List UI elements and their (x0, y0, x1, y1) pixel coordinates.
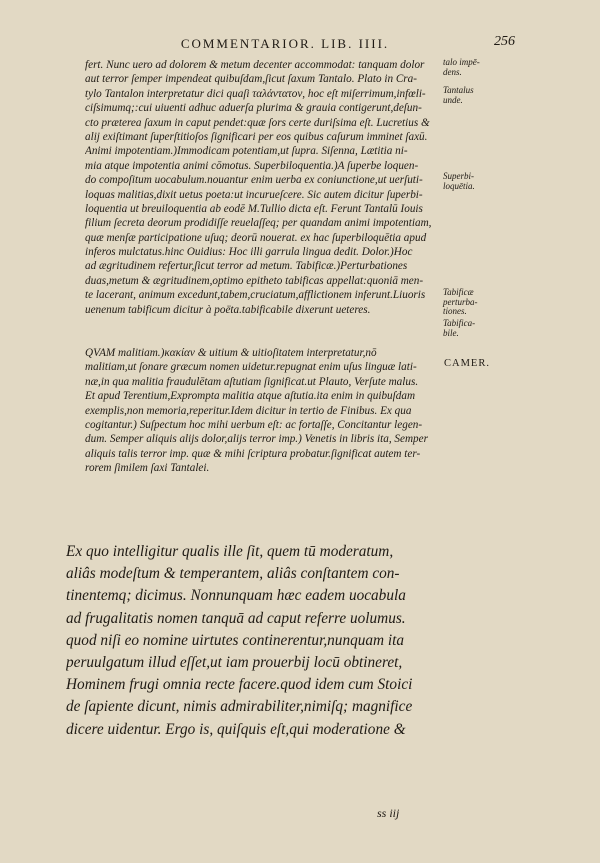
commentary-line: aut terror ſemper impendeat quibuſdam,ſicut ſaxum Tantalo. Plato in Cra- (85, 73, 417, 86)
commentary-block (85, 58, 440, 317)
commentary-section-2 (85, 346, 440, 476)
main-text-line: de ſapiente dicunt, nimis admirabiliter,nimiſq; magnifice (66, 698, 413, 716)
main-text-line: ad frugalitatis nomen tanquā ad caput referre uolumus. (66, 609, 406, 627)
commentary-line: quæ menſæ participatione uſuq; deorū nouerat. ex hac ſuperbiloquētia apud (85, 231, 427, 244)
commentary-line: næ,in qua malitia fraudulētam aſtutiam ſignificat.ut Plauto, Verſute malus. (85, 375, 419, 388)
marginal-note: talo impē- dens. (443, 57, 480, 77)
marginal-camer: CAMER. (444, 358, 490, 369)
main-text-line: dicere uidentur. Ergo is, quiſquis eſt,qui moderatione & (66, 720, 406, 738)
commentary-line: aliquis talis terror imp. quæ & mihi ſcriptura probatur.ſignificat autem ter- (85, 447, 421, 460)
running-title: COMMENTARIOR. LIB. IIII. (180, 36, 390, 51)
commentary-line: inferos mulctatus.hinc Ouidius: Hoc illi garrula lingua dedit. Dolor.)Hoc (85, 246, 413, 259)
commentary-line: ciſsimumq;:cui uiuenti adhuc aduerſa plurima & grauia contigerunt,deſun- (85, 102, 422, 115)
marginal-note: Tantalus unde. (443, 85, 474, 105)
commentary-line: te lacerant, animum excedunt,tabem,cruciatum,afflictionem inferunt.Liuoris (85, 289, 426, 302)
page-number: 256 (494, 34, 515, 49)
commentary-line: uenenum tabificum dicitur à poëta.tabificabile dixerunt ueteres. (85, 303, 371, 316)
commentary-line: exemplis,non memoria,reperitur.Idem dicitur in tertio de Finibus. Ex qua (85, 404, 412, 417)
marginal-note: Tabifica- bile. (443, 318, 476, 338)
marginal-note: Superbi- loquētia. (443, 171, 475, 191)
commentary-line: loquas malitias,dixit uetus poeta:ut incurueſcere. Sic autem dicitur ſuperbi- (85, 188, 423, 201)
commentary-line: QVAM malitiam.)κακίαν & uitium & uitioſitatem interpretatur,nō (85, 347, 377, 359)
commentary-line: fert. Nunc uero ad dolorem & metum decenter accommodat: tanquam dolor (85, 59, 425, 71)
main-text-line: Ex quo intelligitur qualis ille ſit, quem tū moderatum, (66, 543, 394, 560)
commentary-line: Et apud Terentium,Exprompta malitia atque aſtutia.ita enim in quibuſdam (85, 390, 416, 403)
commentary-line: duas,metum & ægritudinem,optimo epitheto tabificas appellat:quoniā men- (85, 274, 424, 287)
main-text-line: tinentemq; dicimus. Nonnunquam hæc eadem uocabula (66, 587, 406, 605)
commentary-line: malitiam,ut ſonare græcum nomen uidetur.repugnat enim uſus linguæ lati- (85, 361, 417, 374)
main-text-line: peruulgatum illud eſſet,ut iam prouerbij locū obtineret, (66, 653, 403, 671)
main-text-line: quod niſi eo nomine uirtutes continerentur,nunquam ita (66, 631, 405, 649)
commentary-line: ad ægritudinem refertur,ſicut terror ad metum. Tabificæ.)Perturbationes (85, 260, 408, 273)
commentary-line: dum. Semper aliquis alijs dolor,alijs terror imp.) Venetis in libris ita, Semper (85, 433, 428, 446)
commentary-line: alij exiſtimant ſuperſtitioſos ſignificari per eos quibus caſurum imminet ſaxū. (85, 130, 428, 143)
commentary-line: mia atque impotentia animi cōmotus. Superbiloquentia.)A ſuperbe loquen- (85, 159, 419, 172)
main-text (66, 541, 476, 741)
commentary-line: rorem ſimilem ſaxi Tantalei. (85, 462, 210, 475)
commentary-line: cto præterea ſaxum in caput pendet:quæ ſors certe duriſsima eſt. Lucretius & (85, 116, 430, 129)
commentary-line: filium ſecreta deorum prodidiſſe reuelaſſeq; per quandam animi impotentiam, (85, 217, 432, 230)
commentary-line: loquentia ut breuiloquentia ab eodē M.Tullio dicta eſt. Ferunt Tantalū Iouis (85, 202, 423, 215)
commentary-line: cogitantur.) Suſpectum hoc mihi uerbum eſt: ac fortaſſe, Concitantur legen- (85, 418, 423, 431)
commentary-line: tylo Tantalon interpretatur dici quaſi ταλάντατον, hoc eſt miſerrimum,infœli- (85, 87, 426, 100)
commentary-line: do compoſitum uocabulum.nouantur enim uerba ex coniunctione,ut uerſuti- (85, 174, 423, 187)
marginal-note: Tabificæ perturba- tiones. (443, 287, 478, 316)
main-text-line: Hominem frugi omnia recte facere.quod idem cum Stoici (66, 676, 413, 694)
signature-mark: ss iij (377, 806, 400, 820)
commentary-line: Animi impotentiam.)Immodicam potentiam,ut ſupra. Siſenna, Lætitia ni- (85, 145, 408, 158)
main-text-line: aliâs modeſtum & temperantem, aliâs conſtantem con- (66, 565, 400, 583)
